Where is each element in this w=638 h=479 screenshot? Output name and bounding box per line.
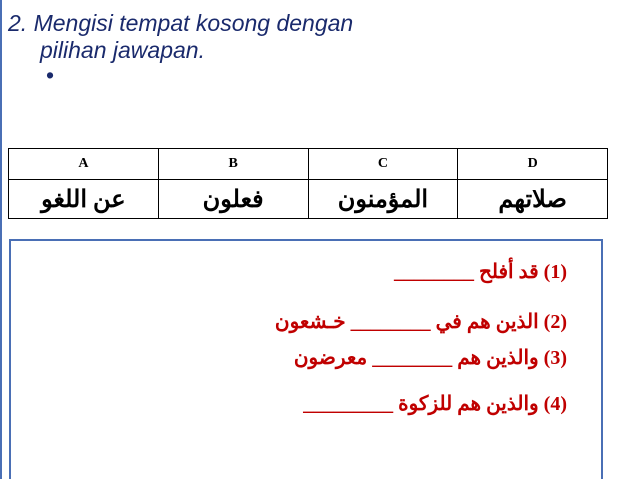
question-2: (2) الذين هم في ________ خـشعون [274,311,567,333]
option-letters-row [9,149,608,180]
question-3: (3) والذين هم ________ معرضون [293,347,567,369]
option-letter-d: D [458,149,608,180]
questions-box [9,239,603,479]
option-word-d: صلاتهم [458,180,608,219]
bullet-point: • [46,62,55,88]
option-letter-a: A [9,149,159,180]
answer-options-table [8,148,608,219]
heading-line-1: 2. Mengisi tempat kosong dengan [8,10,354,36]
slide-heading [8,10,353,86]
heading-line-2: pilihan jawapan. [40,37,205,63]
option-word-a: عن اللغو [9,180,159,219]
question-1: (1) قد أفلح ________ [393,261,567,283]
slide-left-border [0,0,2,479]
question-4: (4) والذين هم للزكوة _________ [303,393,567,415]
option-letter-c: C [308,149,458,180]
option-word-b: فعلون [158,180,308,219]
option-word-c: المؤمنون [308,180,458,219]
option-letter-b: B [158,149,308,180]
option-words-row [9,180,608,219]
